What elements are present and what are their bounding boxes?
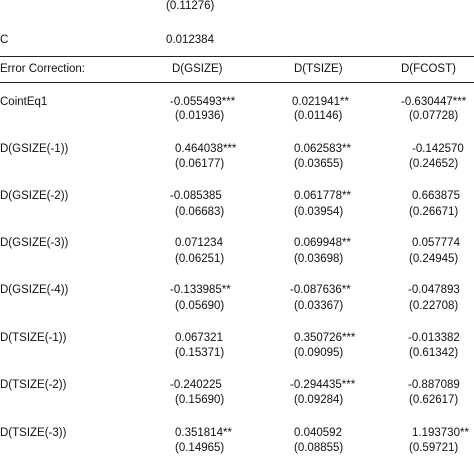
se-cell: (0.59721): [409, 442, 459, 454]
coef-cell: -0.013382: [408, 332, 460, 344]
row-label: D(TSIZE(-1)): [0, 332, 67, 344]
coef-cell: 0.021941**: [292, 96, 349, 108]
coef-cell: -0.085385: [170, 190, 222, 202]
coef-cell: 0.057774: [412, 237, 460, 249]
coef-cell: -0.142570: [412, 143, 464, 155]
se-cell: (0.03954): [294, 206, 344, 218]
prev-standard-error: (0.11276): [166, 0, 215, 12]
column-header-fcost: D(FCOST): [401, 63, 456, 75]
coef-cell: 0.067321: [175, 332, 223, 344]
row-label: D(TSIZE(-3)): [0, 427, 67, 439]
coef-cell: 0.071234: [175, 237, 223, 249]
coef-cell: -0.294435***: [290, 379, 356, 391]
coef-cell: -0.055493***: [170, 96, 236, 108]
se-cell: (0.01146): [294, 110, 343, 122]
se-cell: (0.07728): [409, 110, 459, 122]
row-label: D(GSIZE(-3)): [0, 237, 69, 249]
coef-cell: 0.351814**: [175, 427, 232, 439]
coef-cell: 0.069948**: [294, 237, 351, 249]
coef-cell: 0.040592: [294, 427, 342, 439]
coef-cell: -0.630447***: [401, 96, 467, 108]
top-rule: [0, 56, 474, 57]
row-label: CointEq1: [0, 96, 48, 108]
header-rule: [0, 82, 474, 83]
se-cell: (0.03655): [294, 158, 344, 170]
se-cell: (0.08855): [294, 442, 344, 454]
row-label: D(GSIZE(-2)): [0, 190, 69, 202]
se-cell: (0.06251): [175, 253, 225, 265]
column-header-tsize: D(TSIZE): [294, 63, 343, 75]
se-cell: (0.01936): [175, 110, 225, 122]
coef-cell: -0.047893: [408, 284, 460, 296]
coef-cell: 0.350726***: [294, 332, 356, 344]
coef-cell: -0.240225: [170, 379, 222, 391]
coef-cell: 0.663875: [412, 190, 460, 202]
se-cell: (0.22708): [409, 300, 459, 312]
se-cell: (0.03367): [294, 300, 344, 312]
se-cell: (0.06177): [175, 158, 225, 170]
se-cell: (0.03698): [294, 253, 344, 265]
coef-cell: 0.464038***: [175, 143, 237, 155]
se-cell: (0.05690): [175, 300, 225, 312]
row-label: D(GSIZE(-4)): [0, 284, 69, 296]
coef-cell: 0.062583**: [294, 143, 351, 155]
se-cell: (0.26671): [409, 206, 459, 218]
coef-cell: -0.133985**: [170, 284, 231, 296]
coef-cell: 0.061778**: [294, 190, 351, 202]
coef-cell: -0.887089: [408, 379, 460, 391]
se-cell: (0.61342): [409, 347, 459, 359]
coef-cell: 1.193730**: [412, 427, 469, 439]
se-cell: (0.06683): [175, 206, 225, 218]
se-cell: (0.15371): [175, 347, 225, 359]
column-header-gsize: D(GSIZE): [172, 63, 223, 75]
se-cell: (0.62617): [409, 394, 459, 406]
se-cell: (0.24652): [409, 158, 459, 170]
row-label: D(GSIZE(-1)): [0, 143, 69, 155]
constant-value: 0.012384: [166, 34, 214, 46]
row-label: D(TSIZE(-2)): [0, 379, 67, 391]
se-cell: (0.15690): [175, 394, 225, 406]
error-correction-header: Error Correction:: [0, 63, 85, 75]
coef-cell: -0.087636**: [290, 284, 351, 296]
se-cell: (0.09284): [294, 394, 344, 406]
se-cell: (0.24945): [409, 253, 459, 265]
se-cell: (0.09095): [294, 347, 344, 359]
se-cell: (0.14965): [175, 442, 225, 454]
constant-label: C: [0, 34, 9, 46]
